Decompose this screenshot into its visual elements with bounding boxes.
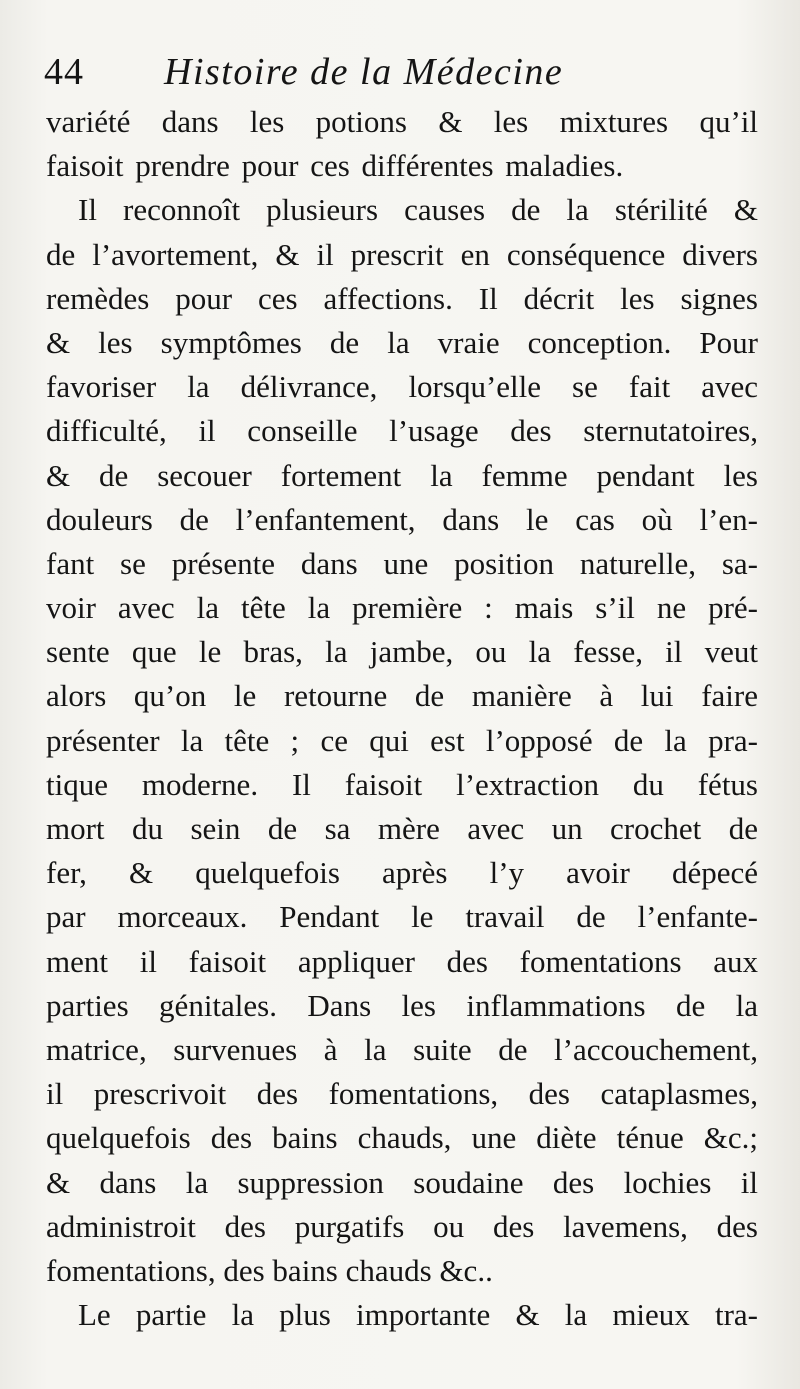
text-line: Il reconnoît plusieurs causes de la stérilité & (78, 192, 758, 228)
text-line: parties génitales. Dans les inflammations de la (46, 987, 758, 1023)
text-line: douleurs de l’enfantement, dans le cas où l’en- (46, 501, 758, 537)
text-line: administroit des purgatifs ou des lavemens, des (46, 1208, 758, 1244)
running-title: Histoire de la Médecine (164, 51, 564, 93)
text-line: difficulté, il conseille l’usage des sternutatoires, (46, 413, 758, 449)
text-line: & de secouer fortement la femme pendant les (46, 457, 758, 493)
text-line: & les symptômes de la vraie conception. Pour (46, 324, 758, 360)
text-line: tique moderne. Il faisoit l’extraction du fétus (46, 766, 758, 802)
text-line: il prescrivoit des fomentations, des cataplasmes, (46, 1076, 758, 1112)
text-line: alors qu’on le retourne de manière à lui faire (46, 678, 758, 714)
text-line: faisoit prendre pour ces différentes maladies. (46, 148, 624, 184)
text-line: variété dans les potions & les mixtures qu’il (46, 104, 758, 139)
text-line: fant se présente dans une position naturelle, sa- (46, 545, 758, 581)
text-line: fomentations, des bains chauds &c.. (46, 1252, 493, 1288)
text-line: présenter la tête ; ce qui est l’opposé de la pra- (46, 722, 758, 758)
text-line: de l’avortement, & il prescrit en conséquence divers (46, 236, 758, 272)
body-text (46, 100, 758, 1337)
text-line: fer, & quelquefois après l’y avoir dépecé (46, 855, 758, 891)
page-header (44, 50, 764, 102)
text-line: sente que le bras, la jambe, ou la fesse, il veut (46, 634, 758, 670)
text-line: & dans la suppression soudaine des lochies il (46, 1164, 758, 1200)
text-line: matrice, survenues à la suite de l’accouchement, (46, 1031, 758, 1067)
text-line: voir avec la tête la première : mais s’il ne pré- (46, 590, 758, 626)
text-line: remèdes pour ces affections. Il décrit les signes (46, 280, 758, 316)
text-line: quelquefois des bains chauds, une diète ténue &c.; (46, 1120, 758, 1156)
page-number: 44 (44, 51, 84, 93)
text-line: favoriser la délivrance, lorsqu’elle se fait avec (46, 369, 758, 405)
text-line: Le partie la plus importante & la mieux tra- (78, 1297, 758, 1333)
text-line: ment il faisoit appliquer des fomentations aux (46, 943, 758, 979)
text-line: mort du sein de sa mère avec un crochet de (46, 811, 758, 846)
text-line: par morceaux. Pendant le travail de l’enfante- (46, 899, 758, 935)
